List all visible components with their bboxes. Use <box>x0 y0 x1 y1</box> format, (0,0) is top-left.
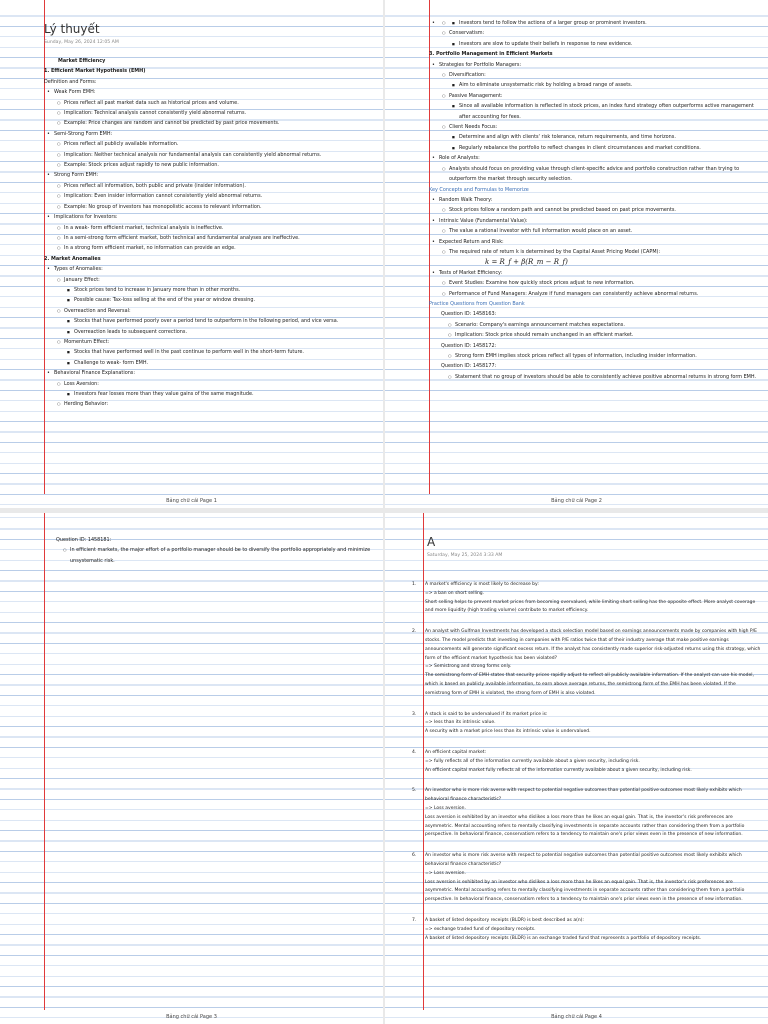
subheading: Key Concepts and Formulas to Memorize <box>429 186 529 193</box>
list-item: ○ Performance of Fund Managers: Analyze if fund managers can consistently achieve abnormal returns. <box>449 289 760 299</box>
page-date: Sunday, May 26, 2024 12:05 AM <box>44 40 119 45</box>
list-item: • Implications for Investors: ○ In a weak- form efficient market, technical analysis is ineffective. ○ In a semi-strong form efficient market, both technical and fundamental analyses are ineffective. ○ In a strong form efficient market, no information can provide an edge. <box>54 212 375 254</box>
list-item: ○ In a weak- form efficient market, technical analysis is ineffective. <box>64 223 375 233</box>
page-3-body <box>44 535 375 566</box>
list-item: ■ Investors fear losses more than they value gains of the same magnitude. <box>74 389 375 399</box>
list-item: ○ Implication: Neither technical analysis nor fundamental analysis can consistently yield abnormal returns. <box>64 150 375 160</box>
question-id: Question ID: 1458172: <box>441 342 497 349</box>
list-item: • Weak Form EMH: ○ Prices reflect all past market data such as historical prices and volume. ○ Implication: Technical analysis cannot consistently yield abnormal returns. ○ Example: Price changes are random and cannot be predicted by past price movements. <box>54 87 375 129</box>
list-item: ○ Example: Stock prices adjust rapidly to new public information. <box>64 160 375 170</box>
list-item: • Types of Anomalies: ○ January Effect: ■ Stock prices tend to increase in January more than in other months. ■ Possible cause: Tax-loss selling at the end of the year or window dressing. ○ Overreaction and Reversal: ■ Stocks that have performed poorly over a period tend to outperform in the following period, and vice versa. ■ Overreaction leads to subsequent corrections. ○ Momentum Effect: ■ Stocks that have performed well in the past continue to perform well in the short-term future. ■ Challenge to weak- form EMH. <box>54 264 375 368</box>
page-date: Saturday, May 25, 2024 3:33 AM <box>427 553 503 558</box>
list-item: ■ Investors are slow to update their beliefs in response to new evidence. <box>459 39 760 49</box>
list-item: • Intrinsic Value (Fundamental Value): ○ The value a rational investor with full information would place on an asset. <box>439 216 760 237</box>
list-item: ■ Challenge to weak- form EMH. <box>74 358 375 368</box>
notebook-page-4 <box>385 513 768 1024</box>
list-item: • Tests of Market Efficiency: ○ Event Studies: Examine how quickly stock prices adjust to new information. ○ Performance of Fund Managers: Analyze if fund managers can consistently achieve abnormal returns. <box>439 268 760 299</box>
margin-line <box>44 513 45 1010</box>
margin-line <box>423 513 424 1010</box>
list-item: • Strong Form EMH: ○ Prices reflect all information, both public and private (insider information). ○ Implication: Even insider information cannot consistently yield abnormal returns. ○ Example: No group of investors has monopolistic access to relevant information. <box>54 170 375 212</box>
page-title: Lý thuyết <box>44 22 100 36</box>
list-item: ○ Statement that no group of investors should be able to consistently achieve positive abnormal returns in strong form EMH. <box>455 372 760 382</box>
question-item <box>412 628 762 698</box>
list-item: • Semi-Strong Form EMH: ○ Prices reflect all publicly available information. ○ Implication: Neither technical analysis nor fundamental analysis can consistently yield abnormal returns. ○ Example: Stock prices adjust rapidly to new public information. <box>54 129 375 171</box>
list-item: ■ ○ • Investors tend to follow the actions of a larger group or prominent investors. <box>459 18 760 28</box>
explanation-text: Loss aversion is exhibited by an investor who dislikes a loss more than he likes an equal gain. That is, the investor's risk preferences are asymmetric. Mental accounting refers to mentally classifying investments in separate accounts rather than considering them from a portfolio perspective. In behavioral finance, conservatism refers to a tendency to maintain one's prior views even in the presence of new information. <box>425 814 745 838</box>
list-item: ○ Diversification: ■ Aim to eliminate unsystematic risk by holding a broad range of assets. <box>449 70 760 91</box>
list-item: ■ Overreaction leads to subsequent corrections. <box>74 327 375 337</box>
page-1-body <box>44 56 375 410</box>
list-item: ○ Herding Behavior: <box>64 399 375 409</box>
answer-text: => less than its intrinsic value. <box>425 720 496 726</box>
list-item: ○ Overreaction and Reversal: ■ Stocks that have performed poorly over a period tend to outperform in the following period, and vice versa. ■ Overreaction leads to subsequent corrections. <box>64 306 375 337</box>
capm-formula: k = R_f + β(R_m − R_f) <box>485 258 568 267</box>
section-heading: Market Efficiency <box>58 58 106 64</box>
list-item: ○ Conservatism: ■ Investors are slow to update their beliefs in response to new evidence. <box>449 28 760 49</box>
list-item: ○ Strong form EMH implies stock prices reflect all types of information, including insider information. <box>455 351 760 361</box>
section-heading: 1. Efficient Market Hypothesis (EMH) <box>44 68 146 75</box>
question-number: 5. <box>412 788 417 794</box>
explanation-text: An efficient capital market fully reflects all of the information currently available about a given security, including risk. <box>425 767 692 773</box>
notebook-page-2 <box>385 0 768 508</box>
page-footer: Bảng chữ cái Page 3 <box>166 1014 217 1020</box>
list-item: ■ Stocks that have performed well in the past continue to perform well in the short-term future. <box>74 347 375 357</box>
list-item: ○ Passive Management: ■ Since all available information is reflected in stock prices, an index fund strategy often outperforms active management after accounting for fees. <box>449 91 760 122</box>
question-item <box>412 787 762 840</box>
list-item: ■ Since all available information is reflected in stock prices, an index fund strategy often outperforms active management after accounting for fees. <box>459 101 760 122</box>
answer-text: => exchange traded fund of depository receipts. <box>425 926 536 932</box>
list-item: ○ Stock prices follow a random path and cannot be predicted based on past price movements. <box>449 205 760 215</box>
question-item <box>412 917 762 943</box>
question-text: An investor who is more risk averse with respect to potential negative outcomes than potential positive outcomes most likely exhibits which behavioral finance characteristic? <box>425 788 742 803</box>
answer-text: => a ban on short selling. <box>425 590 485 596</box>
notebook-page-3 <box>0 513 383 1024</box>
explanation-text: Loss aversion is exhibited by an investor who dislikes a loss more than he likes an equal gain. That is, the investor's risk preferences are asymmetric. Mental accounting refers to mentally classifying investments in separate accounts rather than considering them from a portfolio perspective. In behavioral finance, conservatism refers to a tendency to maintain one's prior views even in the presence of new information. <box>425 879 745 903</box>
list-item: • Role of Analysts: ○ Analysts should focus on providing value through client-specific advice and portfolio construction rather than trying to outperform the market through security selection. <box>439 153 760 184</box>
list-item: ○ Loss Aversion: ■ Investors fear losses more than they value gains of the same magnitude. <box>64 379 375 400</box>
question-id: Question ID: 1458163: <box>441 311 497 318</box>
page-footer: Bảng chữ cái Page 1 <box>166 498 217 504</box>
list-item: • Random Walk Theory: ○ Stock prices follow a random path and cannot be predicted based on past price movements. <box>439 195 760 216</box>
question-text: A market's efficiency is most likely to decrease by: <box>425 582 539 587</box>
list-item: ■ Aim to eliminate unsystematic risk by holding a broad range of assets. <box>459 80 760 90</box>
list-item: • Behavioral Finance Explanations: ○ Loss Aversion: ■ Investors fear losses more than they value gains of the same magnitude. ○ Herding Behavior: <box>54 368 375 410</box>
question-text: A stock is said to be undervalued if its market price is: <box>425 711 548 717</box>
answer-text: => fully reflects all of the information currently available about a given security, including risk. <box>425 758 640 764</box>
list-item: ○ Example: No group of investors has monopolistic access to relevant information. <box>64 202 375 212</box>
question-text: A basket of listed depository receipts (BLDR) is best described as a(n): <box>425 917 584 923</box>
list-item: ○ Implication: Stock price should remain unchanged in an efficient market. <box>455 330 760 340</box>
list-item: ○ Implication: Even insider information cannot consistently yield abnormal returns. <box>64 191 375 201</box>
question-text: An analyst with Gulfman Investments has developed a stock selection model based on earnings announcements made by companies with high P/E stocks. The model predicts that investing in companies with P/E ratios twice that of their industry average that make positive earnings announcements will generate significant excess return. If the analyst has consistently made superior risk-adjusted returns using this strategy, which form of the efficient market hypothesis has been violated? <box>425 629 761 661</box>
question-item <box>412 711 762 737</box>
list-item: ○ The value a rational investor with full information would place on an asset. <box>449 226 760 236</box>
subheading: Definition and Forms: <box>44 78 97 85</box>
list-item: ■ Determine and align with clients' risk tolerance, return requirements, and time horizons. <box>459 132 760 142</box>
list-item: ○ In a semi-strong form efficient market, both technical and fundamental analyses are ineffective. <box>64 233 375 243</box>
question-item <box>412 852 762 905</box>
question-item <box>412 581 762 616</box>
notebook-page-1 <box>0 0 383 508</box>
page-footer: Bảng chữ cái Page 4 <box>551 1014 602 1020</box>
explanation-text: A security with a market price less than its intrinsic value is undervalued. <box>425 729 591 735</box>
subheading: Practice Questions from Question Bank <box>429 300 525 307</box>
list-item: ○ Example: Price changes are random and cannot be predicted by past price movements. <box>64 118 375 128</box>
list-item: ○ Event Studies: Examine how quickly stock prices adjust to new information. <box>449 278 760 288</box>
list-item: ■ Stocks that have performed poorly over a period tend to outperform in the following period, and vice versa. <box>74 316 375 326</box>
section-heading: 2. Market Anomalies <box>44 255 101 262</box>
list-item: ■ Regularly rebalance the portfolio to reflect changes in client circumstances and market conditions. <box>459 143 760 153</box>
question-number: 6. <box>412 853 417 859</box>
list-item: ■ Stock prices tend to increase in January more than in other months. <box>74 285 375 295</box>
list-item: ○ Momentum Effect: ■ Stocks that have performed well in the past continue to perform well in the short-term future. ■ Challenge to weak- form EMH. <box>64 337 375 368</box>
list-item: ○ Implication: Technical analysis cannot consistently yield abnormal returns. <box>64 108 375 118</box>
answer-text: => Semistrong and strong forms only. <box>425 664 512 670</box>
list-item: ○ Prices reflect all publicly available information. <box>64 139 375 149</box>
list-item: ○ January Effect: ■ Stock prices tend to increase in January more than in other months. ■ Possible cause: Tax-loss selling at the end of the year or window dressing. <box>64 275 375 306</box>
question-number: 3. <box>412 711 417 717</box>
list-item: ○ Prices reflect all information, both public and private (insider information). <box>64 181 375 191</box>
list-item: ○ Scenario: Company's earnings announcement matches expectations. <box>455 320 760 330</box>
question-id: Question ID: 1458181: <box>56 537 112 543</box>
question-number: 7. <box>412 917 417 923</box>
answer-text: => Loss aversion. <box>425 870 466 876</box>
question-item <box>412 749 762 775</box>
section-heading: 3. Portfolio Management in Efficient Markets <box>429 51 553 58</box>
page-footer: Bảng chữ cái Page 2 <box>551 498 602 504</box>
question-number: 1. <box>412 582 417 587</box>
list-item: ○ Client Needs Focus: ■ Determine and align with clients' risk tolerance, return requirements, and time horizons. ■ Regularly rebalance the portfolio to reflect changes in client circumstances and market conditions. <box>449 122 760 153</box>
list-item: ○ Analysts should focus on providing value through client-specific advice and portfolio construction rather than trying to outperform the market through security selection. <box>449 164 760 185</box>
explanation-text: A basket of listed depository receipts (BLDR) is an exchange traded fund that represents a portfolio of depository receipts. <box>425 935 702 941</box>
answer-text: => Loss aversion. <box>425 805 466 811</box>
page-2-body <box>429 18 760 382</box>
question-id: Question ID: 1458177: <box>441 363 497 370</box>
list-item: ○ Prices reflect all past market data such as historical prices and volume. <box>64 98 375 108</box>
question-number: 4. <box>412 749 417 755</box>
page-title: A <box>427 535 436 549</box>
question-text: An investor who is more risk averse with respect to potential negative outcomes than potential positive outcomes most likely exhibits which behavioral finance characteristic? <box>425 853 742 867</box>
list-item: ■ Possible cause: Tax-loss selling at the end of the year or window dressing. <box>74 295 375 305</box>
question-list <box>412 581 762 955</box>
question-number: 2. <box>412 629 417 635</box>
list-item: ○ The required rate of return k is determined by the Capital Asset Pricing Model (CAPM): <box>449 247 760 257</box>
list-item: • Strategies for Portfolio Managers: ○ Diversification: ■ Aim to eliminate unsystematic risk by holding a broad range of assets. ○ Passive Management: ■ Since all available information is reflected in stock prices, an index fund strategy often outperforms active management after accounting for fees. ○ Client Needs Focus: ■ Determine and align with clients' risk tolerance, return requirements, and time horizons. ■ Regularly rebalance the portfolio to reflect changes in client circumstances and market conditions. <box>439 60 760 154</box>
question-text: An efficient capital market: <box>425 749 487 755</box>
list-item: ○ In a strong form efficient market, no information can provide an edge. <box>64 243 375 253</box>
explanation-text: The semistrong form of EMH states that security prices rapidly adjust to reflect all publicly available information. If the analyst can use his model, which is based on publicly available information, to earn above average returns, the semistrong form of the EMH has been violated. If the semistrong form of EMH is violated, the strong form of EMH is also violated. <box>425 673 754 696</box>
explanation-text: Short selling helps to prevent market prices from becoming overvalued, while limiting short selling has the opposite effect. More analyst coverage and more liquidity (high trading volume) contribute to market efficiency. <box>425 599 756 614</box>
list-item: ○ In efficient markets, the major effort of a portfolio manager should be to diversify the portfolio appropriately and minimize unsystematic risk. <box>70 545 375 566</box>
list-item: • Expected Return and Risk: ○ The required rate of return k is determined by the Capital Asset Pricing Model (CAPM): k = R_f + β(R_m − R_f) <box>439 237 760 268</box>
